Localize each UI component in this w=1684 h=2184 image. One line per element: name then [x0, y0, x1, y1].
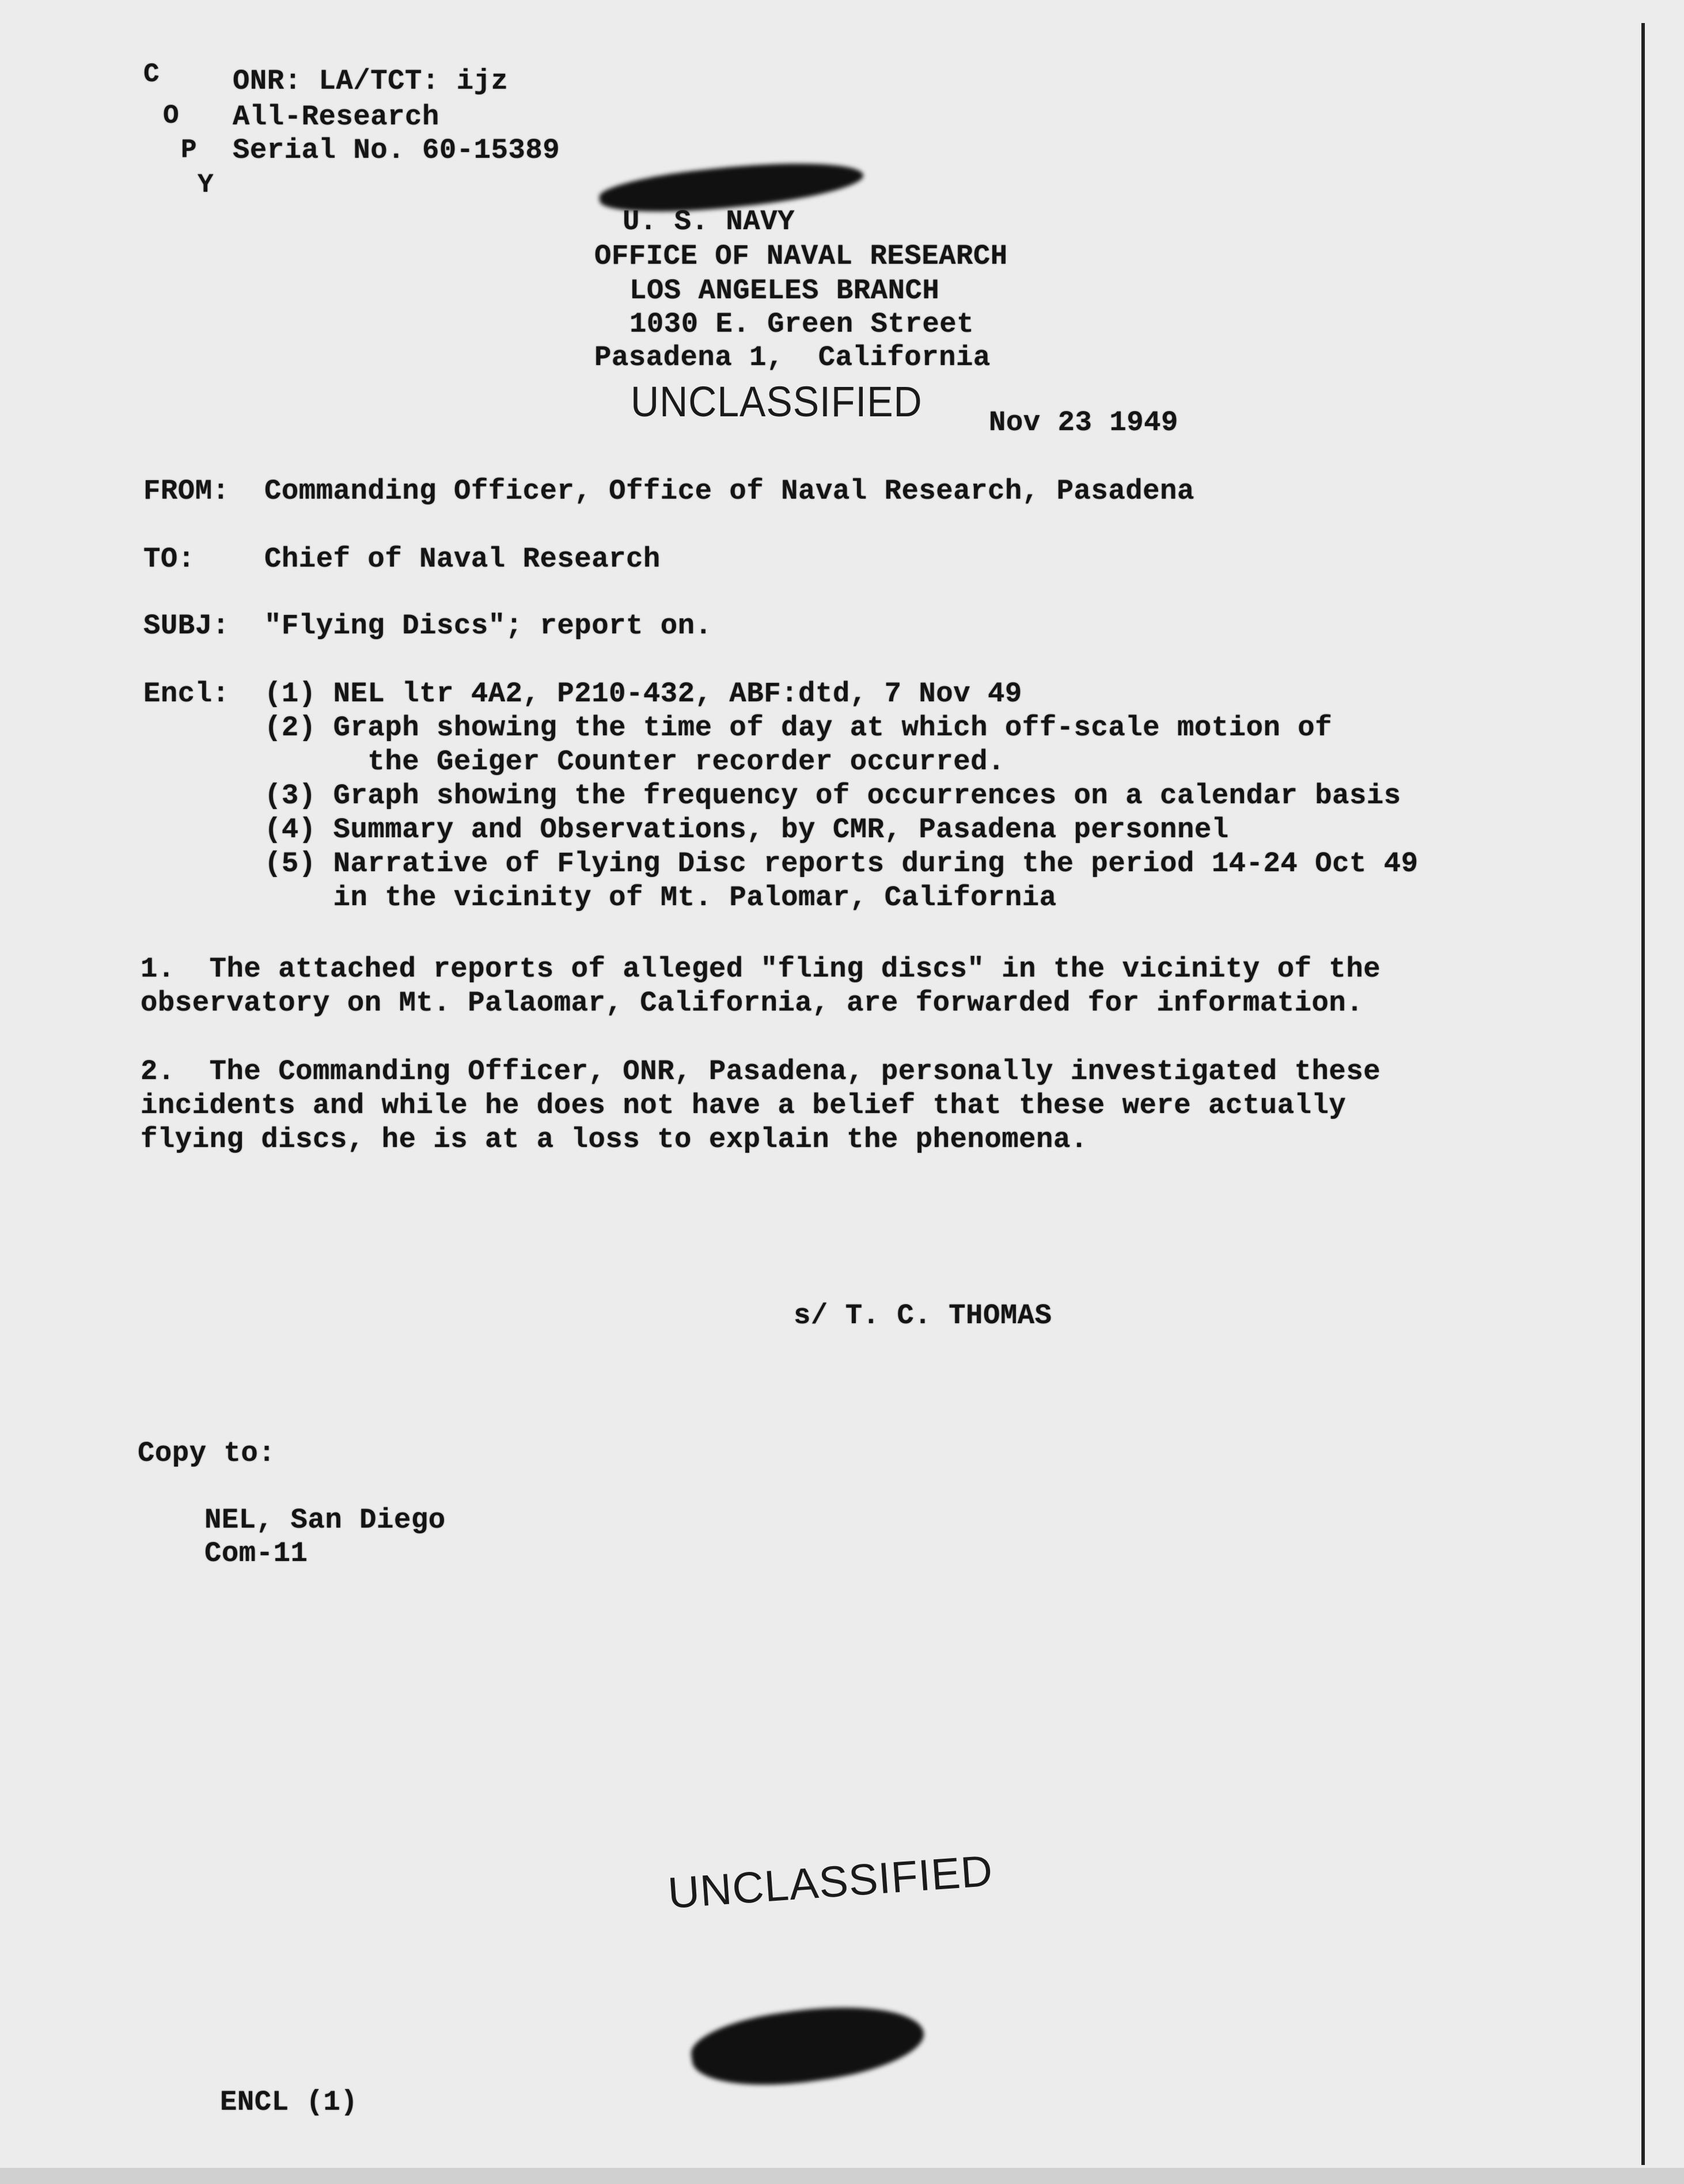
copy-mark-y: Y	[198, 170, 214, 200]
page-edge-bottom	[0, 2168, 1684, 2184]
paragraph-line: 2. The Commanding Officer, ONR, Pasadena, personally investigated these	[141, 1055, 1381, 1088]
subj-value: "Flying Discs"; report on.	[264, 610, 712, 642]
enclosure-footer: ENCL (1)	[220, 2086, 358, 2118]
paragraph-2	[141, 1055, 1380, 1157]
paragraph-line: flying discs, he is at a loss to explain the phenomena.	[141, 1123, 1088, 1156]
unclassified-stamp-bottom: UNCLASSIFIED	[666, 1846, 995, 1918]
copy-mark-o: O	[163, 101, 180, 131]
letterhead-line: OFFICE OF NAVAL RESEARCH	[594, 240, 1008, 272]
letterhead-line: U. S. NAVY	[623, 206, 795, 238]
signature: s/ T. C. THOMAS	[794, 1300, 1052, 1332]
redaction-mark	[687, 1993, 928, 2097]
paragraph-1	[141, 952, 1380, 1020]
copy-mark-c: C	[143, 59, 160, 89]
enclosure-item: (5) Narrative of Flying Disc reports during the period 14-24 Oct 49	[264, 848, 1418, 880]
enclosure-item: in the vicinity of Mt. Palomar, California	[264, 882, 1057, 914]
letterhead-line: 1030 E. Green Street	[629, 308, 974, 340]
from-value: Commanding Officer, Office of Naval Research, Pasadena	[264, 475, 1194, 507]
to-label: TO:	[143, 543, 195, 575]
paragraph-line: incidents and while he does not have a belief that these were actually	[141, 1089, 1347, 1122]
copy-to-item: Com-11	[204, 1537, 308, 1570]
letterhead-line: LOS ANGELES BRANCH	[629, 275, 940, 307]
paragraph-line: 1. The attached reports of alleged "fling discs" in the vicinity of the	[141, 953, 1381, 985]
enclosure-item: (1) NEL ltr 4A2, P210-432, ABF:dtd, 7 Nov 49	[264, 678, 1022, 710]
enclosures-label: Encl:	[143, 678, 230, 710]
letterhead-line: Pasadena 1, California	[594, 341, 991, 374]
to-value: Chief of Naval Research	[264, 543, 661, 575]
unclassified-stamp-top: UNCLASSIFIED	[631, 378, 923, 426]
copy-mark-p: P	[181, 135, 198, 165]
reference-line: All-Research	[233, 101, 439, 133]
enclosures-list	[264, 677, 1418, 915]
copy-to-label: Copy to:	[138, 1437, 276, 1469]
enclosure-item: the Geiger Counter recorder occurred.	[264, 746, 1005, 778]
enclosure-item: (3) Graph showing the frequency of occurrences on a calendar basis	[264, 780, 1401, 812]
paragraph-line: observatory on Mt. Palaomar, California, are forwarded for information.	[141, 987, 1364, 1019]
page-edge-right	[1641, 23, 1645, 2165]
reference-line: ONR: LA/TCT: ijz	[233, 65, 509, 97]
from-label: FROM:	[143, 475, 230, 507]
document-date: Nov 23 1949	[989, 407, 1178, 439]
copy-to-item: NEL, San Diego	[204, 1504, 446, 1536]
enclosure-item: (4) Summary and Observations, by CMR, Pasadena personnel	[264, 814, 1229, 846]
serial-number: Serial No. 60-15389	[233, 134, 560, 166]
enclosure-item: (2) Graph showing the time of day at which off-scale motion of	[264, 712, 1333, 744]
subj-label: SUBJ:	[143, 610, 230, 642]
